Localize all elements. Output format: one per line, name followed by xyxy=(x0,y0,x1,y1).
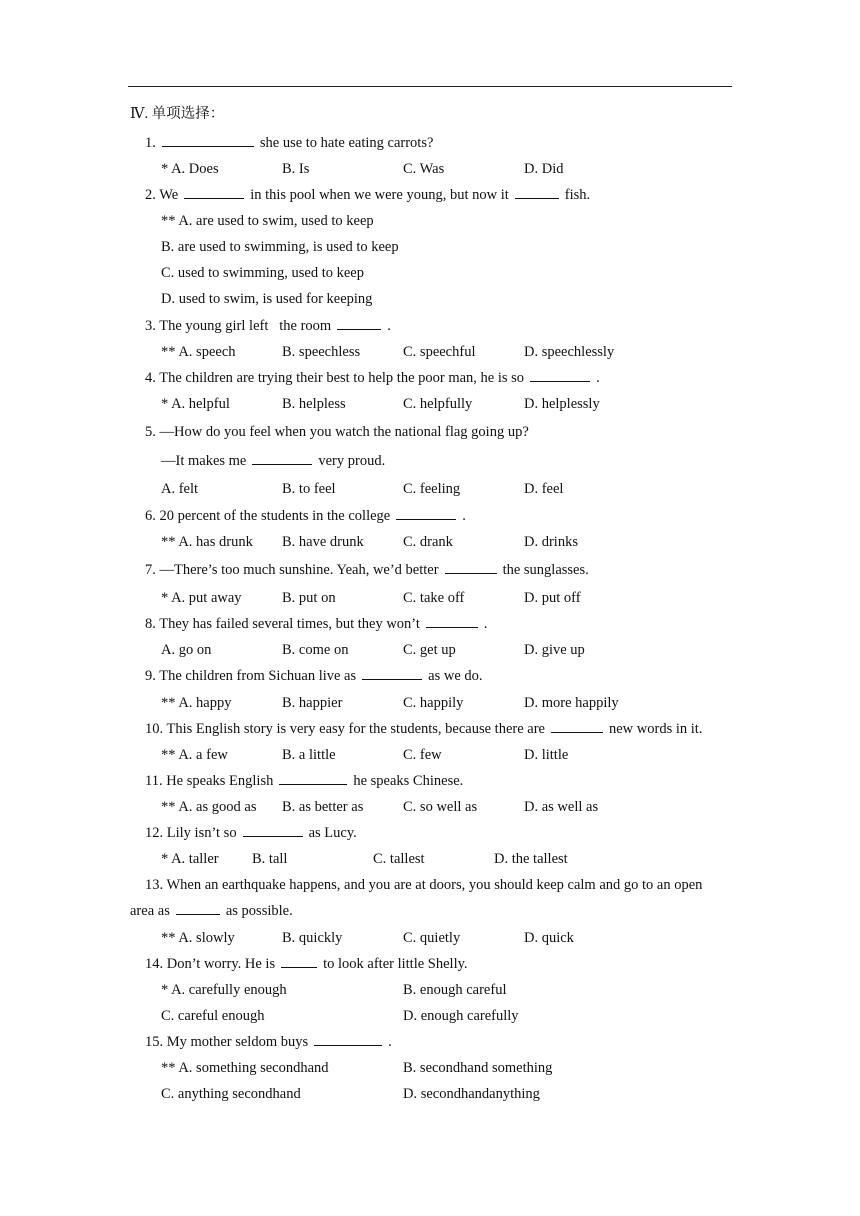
question-7-options: * A. put away xyxy=(161,590,242,606)
option-a[interactable]: A. felt xyxy=(161,481,199,497)
option-b[interactable]: B. quickly xyxy=(282,930,343,946)
answer-blank[interactable] xyxy=(176,902,220,915)
answer-blank[interactable] xyxy=(426,615,478,628)
question-4: 4. The children are trying their best to help the poor man, he is so . xyxy=(145,370,600,386)
question-13-options: ** A. slowly xyxy=(161,930,235,946)
option-c[interactable]: C. tallest xyxy=(373,851,425,867)
header-rule xyxy=(128,86,732,87)
option-c[interactable]: C. few xyxy=(403,747,442,763)
option-d[interactable]: D. speechlessly xyxy=(524,344,615,360)
option-a[interactable]: A. as good as xyxy=(178,799,257,815)
question-10: 10. This English story is very easy for the students, because there are new words in it. xyxy=(145,721,703,737)
option-b[interactable]: B. a little xyxy=(282,747,336,763)
option-a[interactable]: A. carefully enough xyxy=(171,982,287,998)
answer-blank[interactable] xyxy=(279,772,347,785)
option-a[interactable]: A. something secondhand xyxy=(178,1060,329,1076)
question-12: 12. Lily isn’t so as Lucy. xyxy=(145,825,357,841)
question-15: 15. My mother seldom buys . xyxy=(145,1034,392,1050)
option-a[interactable]: A. helpful xyxy=(171,396,230,412)
option-c[interactable]: C. happily xyxy=(403,695,464,711)
option-a[interactable]: A. Does xyxy=(171,161,219,177)
question-1: 1. she use to hate eating carrots? xyxy=(145,135,434,151)
option-c[interactable]: C. so well as xyxy=(403,799,478,815)
answer-blank[interactable] xyxy=(515,186,559,199)
option-d[interactable]: D. the tallest xyxy=(494,851,568,867)
option-c[interactable]: C. quietly xyxy=(403,930,461,946)
question-2: 2. We in this pool when we were young, but now it fish. xyxy=(145,187,591,203)
question-6: 6. 20 percent of the students in the college . xyxy=(145,508,466,524)
question-6-options: ** A. has drunk xyxy=(161,534,253,550)
option-b[interactable]: B. speechless xyxy=(282,344,361,360)
option-b[interactable]: B. secondhand something xyxy=(403,1060,553,1076)
option-d[interactable]: D. put off xyxy=(524,590,581,606)
option-d[interactable]: D. as well as xyxy=(524,799,599,815)
option-b[interactable]: B. to feel xyxy=(282,481,336,497)
answer-blank[interactable] xyxy=(184,186,244,199)
option-b[interactable]: B. happier xyxy=(282,695,343,711)
option-d[interactable]: D. feel xyxy=(524,481,564,497)
option-b[interactable]: B. as better as xyxy=(282,799,364,815)
answer-blank[interactable] xyxy=(530,369,590,382)
option-d[interactable]: D. Did xyxy=(524,161,564,177)
option-b[interactable]: B. come on xyxy=(282,642,349,658)
option-d[interactable]: D. enough carefully xyxy=(403,1008,519,1024)
option-d[interactable]: D. helplessly xyxy=(524,396,600,412)
question-8: 8. They has failed several times, but they won’t . xyxy=(145,616,488,632)
option-c[interactable]: C. take off xyxy=(403,590,465,606)
option-b[interactable]: B. are used to swimming, is used to keep xyxy=(161,239,399,255)
question-14: 14. Don’t worry. He is to look after little Shelly. xyxy=(145,956,468,972)
answer-blank[interactable] xyxy=(551,720,603,733)
question-13-line2: area as as possible. xyxy=(130,903,293,919)
question-11-options: ** A. as good as xyxy=(161,799,257,815)
option-b[interactable]: B. put on xyxy=(282,590,336,606)
option-b[interactable]: B. helpless xyxy=(282,396,346,412)
question-5-line2: —It makes me very proud. xyxy=(161,453,386,469)
answer-blank[interactable] xyxy=(252,452,312,465)
option-d[interactable]: D. little xyxy=(524,747,569,763)
option-c[interactable]: C. speechful xyxy=(403,344,476,360)
answer-blank[interactable] xyxy=(396,507,456,520)
option-b[interactable]: B. have drunk xyxy=(282,534,364,550)
option-d[interactable]: D. secondhandanything xyxy=(403,1086,540,1102)
question-1-options: * A. Does xyxy=(161,161,219,177)
option-b[interactable]: B. Is xyxy=(282,161,310,177)
answer-blank[interactable] xyxy=(337,317,381,330)
question-3-options: ** A. speech xyxy=(161,344,236,360)
option-a[interactable]: ** A. are used to swim, used to keep xyxy=(161,213,374,229)
option-c[interactable]: C. helpfully xyxy=(403,396,473,412)
option-a[interactable]: A. put away xyxy=(171,590,242,606)
option-a[interactable]: A. happy xyxy=(178,695,232,711)
option-d[interactable]: D. give up xyxy=(524,642,585,658)
option-d[interactable]: D. used to swim, is used for keeping xyxy=(161,291,373,307)
answer-blank[interactable] xyxy=(243,824,303,837)
option-a[interactable]: A. a few xyxy=(178,747,228,763)
question-11: 11. He speaks English he speaks Chinese. xyxy=(145,773,464,789)
question-5: 5. —How do you feel when you watch the national flag going up? xyxy=(145,424,529,440)
option-a[interactable]: A. slowly xyxy=(178,930,235,946)
option-c[interactable]: C. get up xyxy=(403,642,456,658)
option-d[interactable]: D. quick xyxy=(524,930,574,946)
option-a[interactable]: A. go on xyxy=(161,642,212,658)
option-c[interactable]: C. used to swimming, used to keep xyxy=(161,265,364,281)
question-9: 9. The children from Sichuan live as as we do. xyxy=(145,668,483,684)
answer-blank[interactable] xyxy=(162,134,254,147)
option-c[interactable]: C. Was xyxy=(403,161,445,177)
option-c[interactable]: C. careful enough xyxy=(161,1008,265,1024)
question-12-options: * A. taller xyxy=(161,851,219,867)
option-c[interactable]: C. feeling xyxy=(403,481,461,497)
option-a[interactable]: A. has drunk xyxy=(178,534,253,550)
question-9-options: ** A. happy xyxy=(161,695,232,711)
option-a[interactable]: A. speech xyxy=(178,344,236,360)
question-4-options: * A. helpful xyxy=(161,396,230,412)
option-d[interactable]: D. drinks xyxy=(524,534,578,550)
question-10-options: ** A. a few xyxy=(161,747,228,763)
question-14-options: * A. carefully enough xyxy=(161,982,287,998)
answer-blank[interactable] xyxy=(362,667,422,680)
answer-blank[interactable] xyxy=(445,561,497,574)
option-d[interactable]: D. more happily xyxy=(524,695,619,711)
option-a[interactable]: A. taller xyxy=(171,851,219,867)
option-b[interactable]: B. tall xyxy=(252,851,288,867)
question-13: 13. When an earthquake happens, and you are at doors, you should keep calm and go to an open xyxy=(145,877,703,893)
option-c[interactable]: C. anything secondhand xyxy=(161,1086,301,1102)
option-c[interactable]: C. drank xyxy=(403,534,453,550)
answer-blank[interactable] xyxy=(314,1033,382,1046)
question-15-options: ** A. something secondhand xyxy=(161,1060,329,1076)
section-title: Ⅳ. 单项选择： xyxy=(130,106,225,122)
answer-blank[interactable] xyxy=(281,955,317,968)
question-7: 7. —There’s too much sunshine. Yeah, we’d better the sunglasses. xyxy=(145,562,589,578)
option-b[interactable]: B. enough careful xyxy=(403,982,507,998)
question-3: 3. The young girl left the room . xyxy=(145,318,391,334)
